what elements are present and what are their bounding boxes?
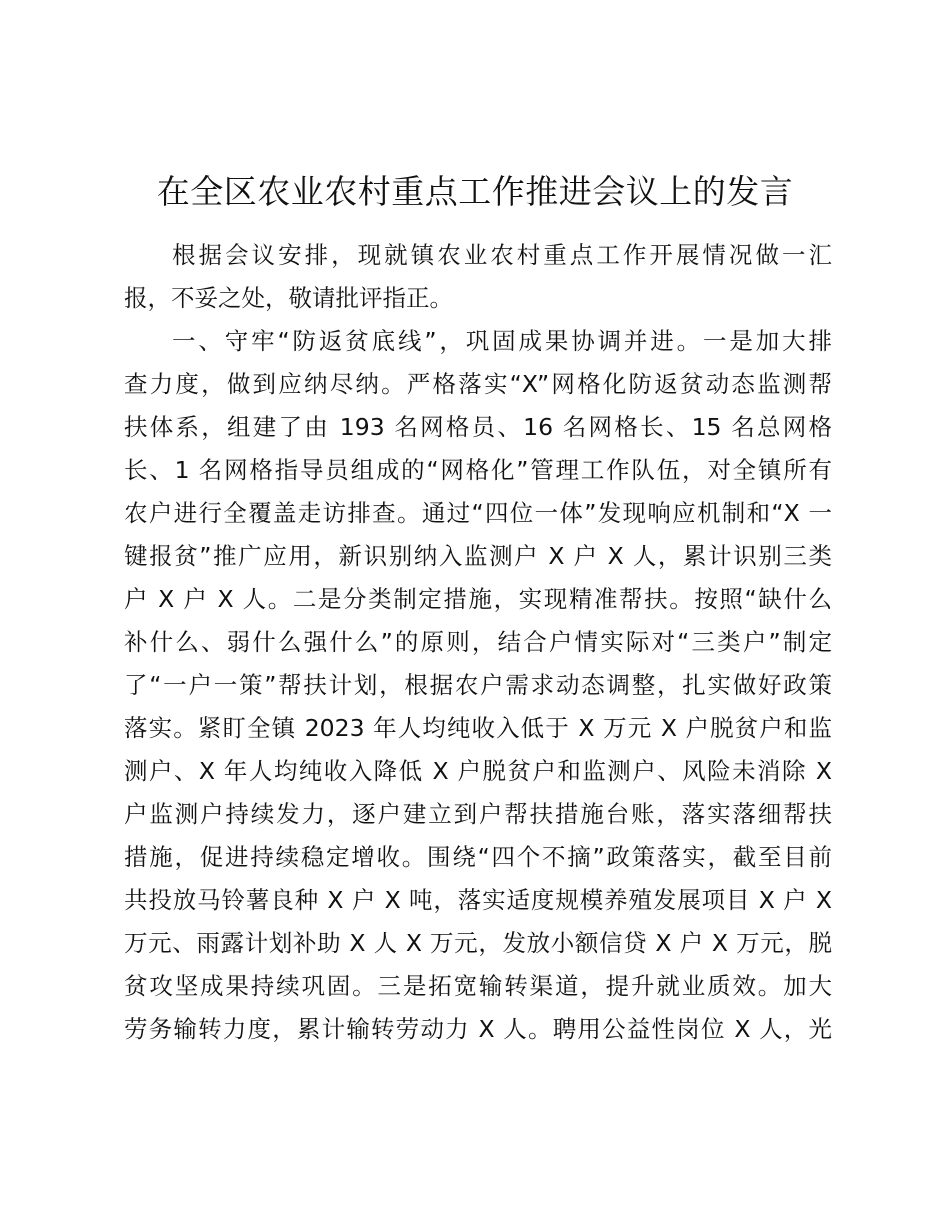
text-line: 了“一户一策”帮扶计划，根据农户需求动态调整，扎实做好政策 (124, 671, 832, 699)
text-line: 户监测户持续发力，逐户建立到户帮扶措施台账，落实落细帮扶 (124, 800, 832, 828)
paragraph-1 (124, 234, 832, 320)
text-line: 测户、X 年人均纯收入降低 X 户脱贫户和监测户、风险未消除 X (124, 757, 832, 785)
text-line: 扶体系，组建了由 193 名网格员、16 名网格长、15 名总网格 (124, 413, 832, 441)
text-line: 长、1 名网格指导员组成的“网格化”管理工作队伍，对全镇所有 (124, 456, 832, 484)
text-line: 劳务输转力度，累计输转劳动力 X 人。聘用公益性岗位 X 人，光 (124, 1015, 832, 1043)
text-line: 报，不妥之处，敬请批评指正。 (124, 284, 453, 312)
text-line: 措施，促进持续稳定增收。围绕“四个不摘”政策落实，截至目前 (124, 843, 832, 871)
document-title: 在全区农业农村重点工作推进会议上的发言 (156, 172, 794, 211)
text-line: 根据会议安排，现就镇农业农村重点工作开展情况做一汇 (172, 241, 832, 269)
text-line: 查力度，做到应纳尽纳。严格落实“X”网格化防返贫动态监测帮 (124, 370, 832, 398)
text-line: 补什么、弱什么强什么”的原则，结合户情实际对“三类户”制定 (124, 628, 832, 656)
text-line: 贫攻坚成果持续巩固。三是拓宽输转渠道，提升就业质效。加大 (124, 972, 832, 1000)
text-line: 万元、雨露计划补助 X 人 X 万元，发放小额信贷 X 户 X 万元，脱 (124, 929, 832, 957)
text-line: 共投放马铃薯良种 X 户 X 吨，落实适度规模养殖发展项目 X 户 X (124, 886, 832, 914)
text-line: 农户进行全覆盖走访排查。通过“四位一体”发现响应机制和“X 一 (124, 499, 832, 527)
text-line: 户 X 户 X 人。二是分类制定措施，实现精准帮扶。按照“缺什么 (124, 585, 832, 613)
paragraph-2 (124, 320, 832, 1051)
text-line: 一、守牢“防返贫底线”，巩固成果协调并进。一是加大排 (172, 327, 832, 355)
text-line: 落实。紧盯全镇 2023 年人均纯收入低于 X 万元 X 户脱贫户和监 (124, 714, 832, 742)
text-line: 键报贫”推广应用，新识别纳入监测户 X 户 X 人，累计识别三类 (124, 542, 832, 570)
